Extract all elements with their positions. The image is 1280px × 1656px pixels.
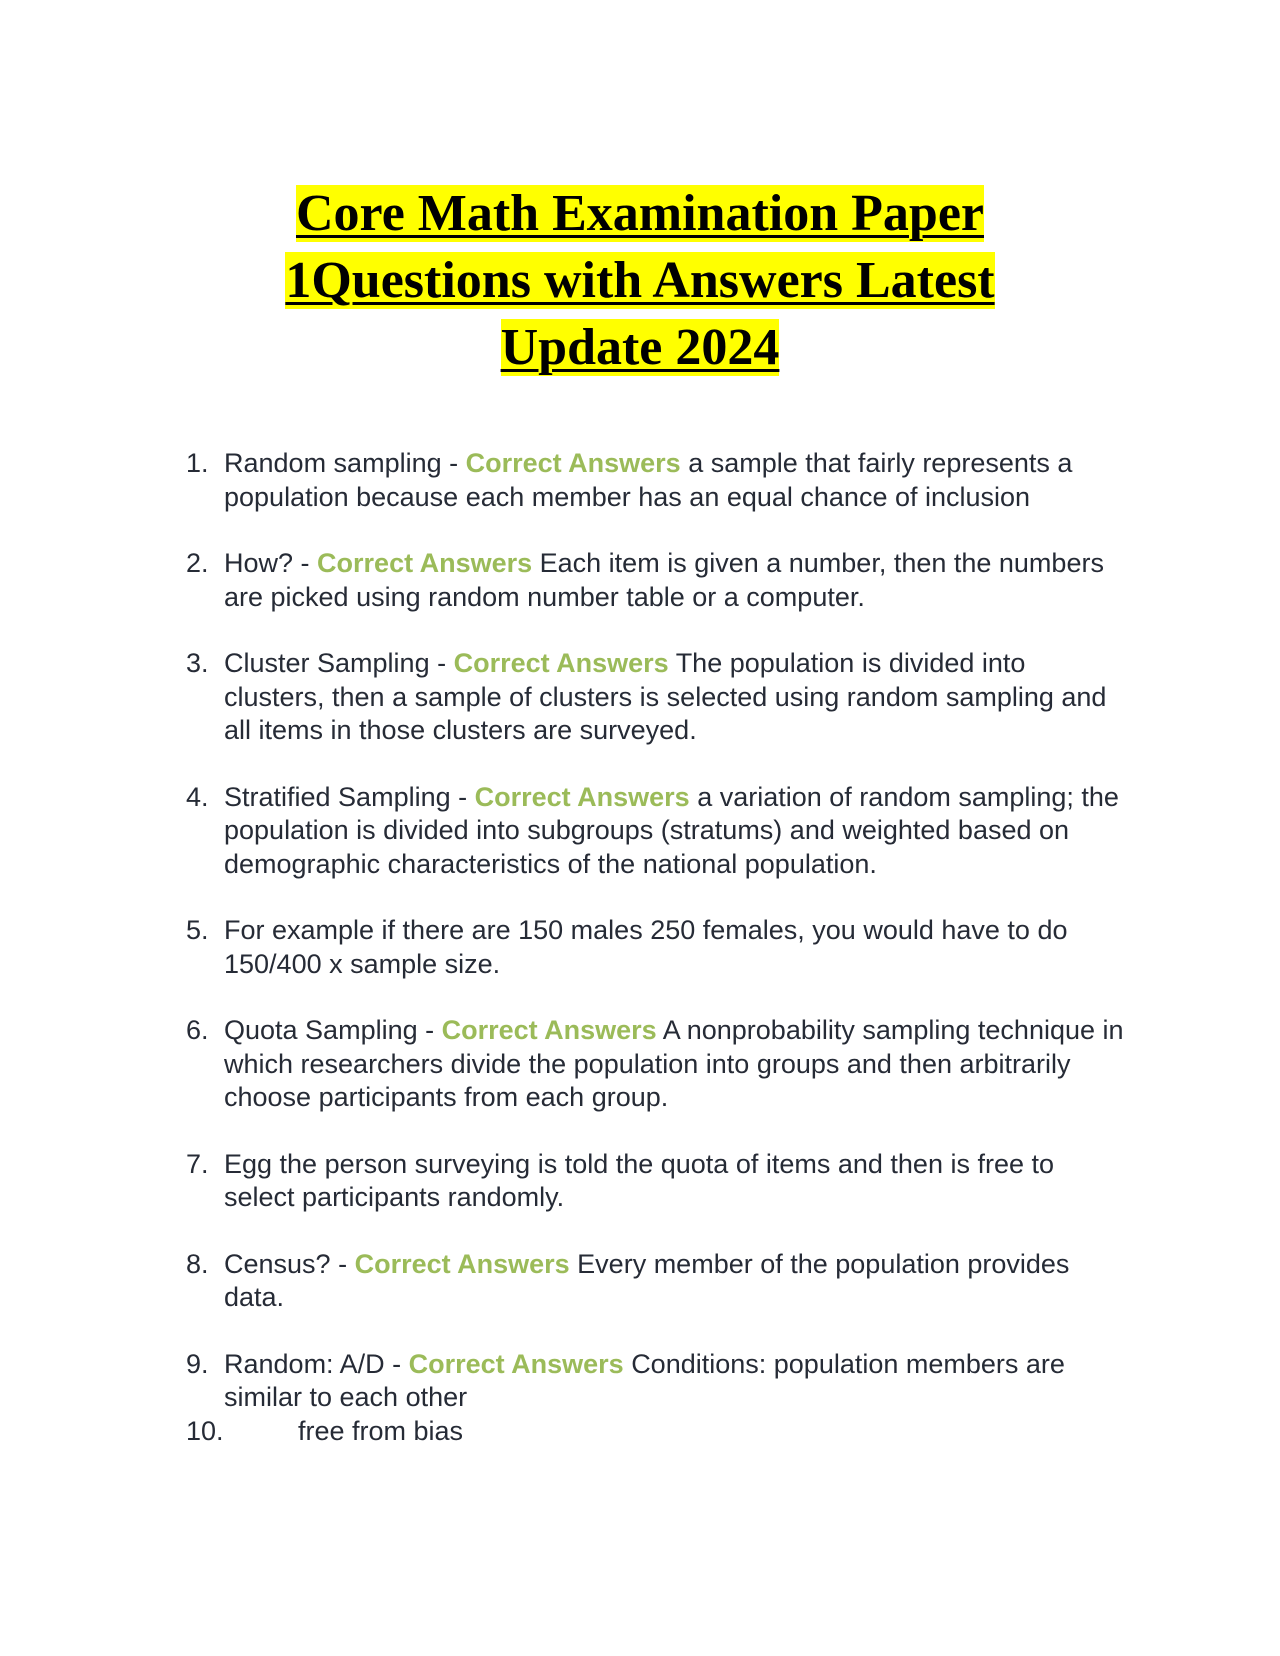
item-number: 7.	[186, 1148, 209, 1179]
list-item	[186, 1148, 1126, 1215]
item-term: Cluster Sampling -	[224, 648, 447, 678]
item-text: The population is divided into clusters, then a sample of clusters is selected using random sampling and all items in those clusters are surveyed.	[224, 648, 1107, 745]
item-term: Census? -	[224, 1248, 348, 1279]
item-text: a variation of random sampling; the population is divided into subgroups (stratums) and weighted based on demographic characteristics of the national population.	[224, 781, 1119, 879]
item-term: Quota Sampling -	[224, 1015, 435, 1045]
correct-answers-label: Correct Answers	[441, 1015, 657, 1045]
item-number: 2.	[186, 548, 209, 578]
item-number: 3.	[186, 648, 209, 678]
item-number: 6.	[186, 1015, 209, 1045]
correct-answers-label: Correct Answers	[474, 781, 690, 812]
item-text: Conditions: population members are similar to each other	[224, 1348, 1065, 1412]
item-number: 4.	[186, 781, 209, 812]
item-number: 5.	[186, 915, 209, 945]
list-item	[186, 1348, 1126, 1415]
list-item	[186, 781, 1126, 882]
item-text: free from bias	[298, 1415, 464, 1446]
item-number: 9.	[186, 1348, 209, 1379]
item-number: 10.	[186, 1415, 224, 1446]
correct-answers-label: Correct Answers	[317, 548, 533, 578]
qa-list	[186, 447, 1126, 1448]
list-item	[186, 1014, 1126, 1115]
item-number: 1.	[186, 448, 209, 478]
item-text: Egg the person surveying is told the quota of items and then is free to select participants randomly.	[224, 1148, 1054, 1212]
item-text: a sample that fairly represents a population because each member has an equal chance of inclusion	[224, 448, 1073, 512]
list-item	[186, 547, 1126, 614]
title-line: Core Math Examination Paper	[296, 185, 984, 242]
list-item	[186, 1248, 1126, 1315]
list-item	[186, 914, 1126, 981]
title-line: Update 2024	[500, 319, 780, 376]
title-line: 1Questions with Answers Latest	[285, 252, 995, 309]
correct-answers-label: Correct Answers	[408, 1348, 624, 1379]
document-title	[200, 180, 1080, 381]
list-item	[186, 447, 1126, 514]
item-term: Random: A/D -	[224, 1348, 402, 1379]
list-item	[186, 647, 1126, 748]
item-term: Random sampling -	[224, 448, 459, 478]
correct-answers-label: Correct Answers	[354, 1248, 570, 1279]
item-term: How? -	[224, 548, 310, 578]
item-text: For example if there are 150 males 250 females, you would have to do 150/400 x sample size.	[224, 915, 1068, 979]
item-text: A nonprobability sampling technique in which researchers divide the population into groups and then arbitrarily choose participants from each group.	[224, 1015, 1124, 1112]
correct-answers-label: Correct Answers	[465, 448, 681, 478]
item-number: 8.	[186, 1248, 209, 1279]
list-item	[186, 1415, 1126, 1449]
item-text: Each item is given a number, then the numbers are picked using random number table or a computer.	[224, 548, 1104, 612]
item-term: Stratified Sampling -	[224, 781, 468, 812]
correct-answers-label: Correct Answers	[453, 648, 669, 678]
item-text: Every member of the population provides data.	[224, 1248, 1070, 1312]
